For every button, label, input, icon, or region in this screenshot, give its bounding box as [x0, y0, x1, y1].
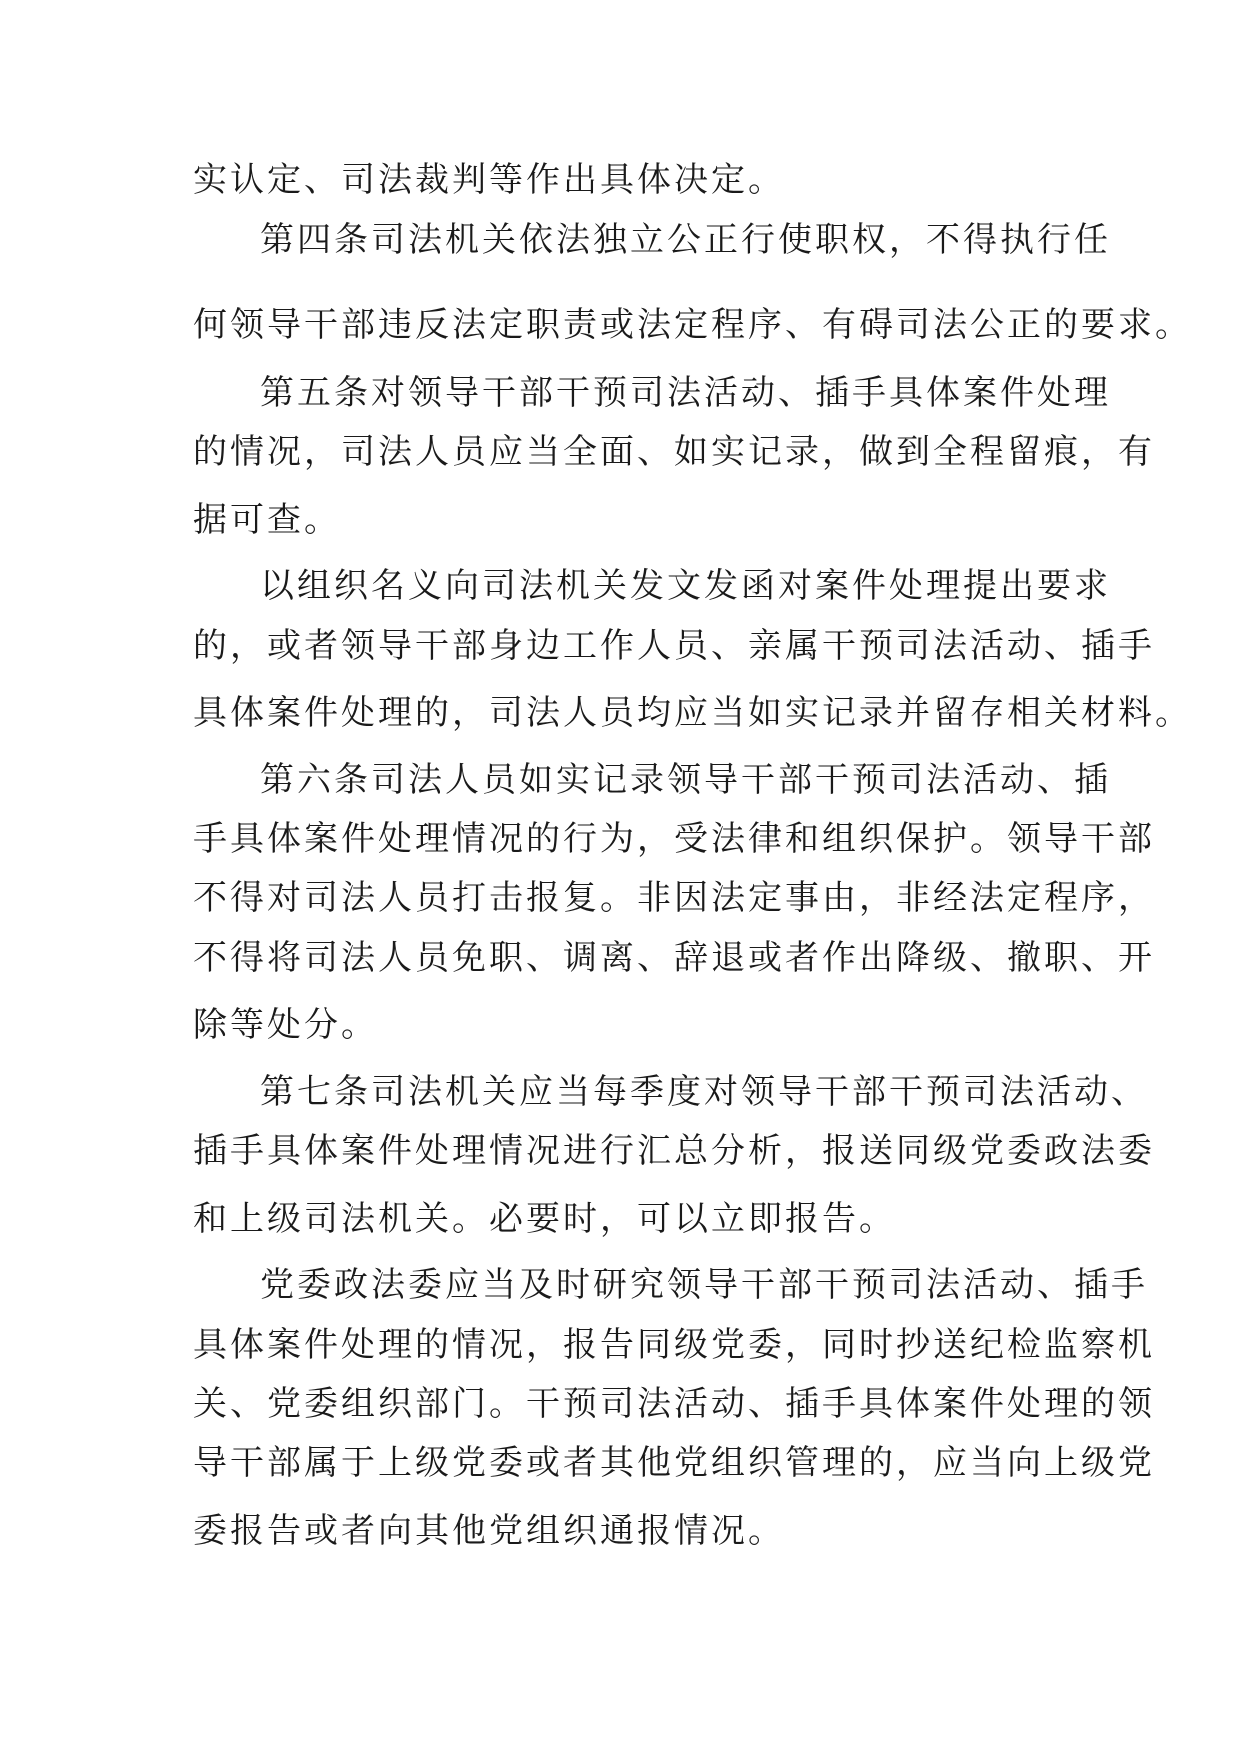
- text-line: 第五条对领导干部干预司法活动、插手具体案件处理: [260, 373, 1111, 413]
- text-line: 第四条司法机关依法独立公正行使职权，不得执行任: [260, 220, 1111, 260]
- text-line: 除等处分。: [193, 1005, 378, 1045]
- text-line: 委报告或者向其他党组织通报情况。: [193, 1511, 785, 1551]
- text-line: 具体案件处理的，司法人员均应当如实记录并留存相关材料。: [193, 693, 1192, 733]
- text-line: 何领导干部违反法定职责或法定程序、有碍司法公正的要求。: [193, 305, 1192, 345]
- text-line: 第七条司法机关应当每季度对领导干部干预司法活动、: [260, 1072, 1148, 1112]
- text-line: 的情况，司法人员应当全面、如实记录，做到全程留痕，有: [193, 432, 1155, 472]
- text-line: 以组织名义向司法机关发文发函对案件处理提出要求: [260, 566, 1111, 606]
- text-line: 具体案件处理的情况，报告同级党委，同时抄送纪检监察机: [193, 1325, 1155, 1365]
- text-line: 实认定、司法裁判等作出具体决定。: [193, 160, 785, 200]
- text-line: 关、党委组织部门。干预司法活动、插手具体案件处理的领: [193, 1384, 1155, 1424]
- text-line: 不得将司法人员免职、调离、辞退或者作出降级、撤职、开: [193, 938, 1155, 978]
- text-line: 据可查。: [193, 500, 341, 540]
- text-line: 的，或者领导干部身边工作人员、亲属干预司法活动、插手: [193, 626, 1155, 666]
- text-line: 手具体案件处理情况的行为，受法律和组织保护。领导干部: [193, 819, 1155, 859]
- text-line: 党委政法委应当及时研究领导干部干预司法活动、插手: [260, 1265, 1148, 1305]
- text-line: 和上级司法机关。必要时，可以立即报告。: [193, 1199, 896, 1239]
- text-line: 第六条司法人员如实记录领导干部干预司法活动、插: [260, 760, 1111, 800]
- text-line: 插手具体案件处理情况进行汇总分析，报送同级党委政法委: [193, 1131, 1155, 1171]
- text-line: 导干部属于上级党委或者其他党组织管理的，应当向上级党: [193, 1443, 1155, 1483]
- text-line: 不得对司法人员打击报复。非因法定事由，非经法定程序，: [193, 878, 1155, 918]
